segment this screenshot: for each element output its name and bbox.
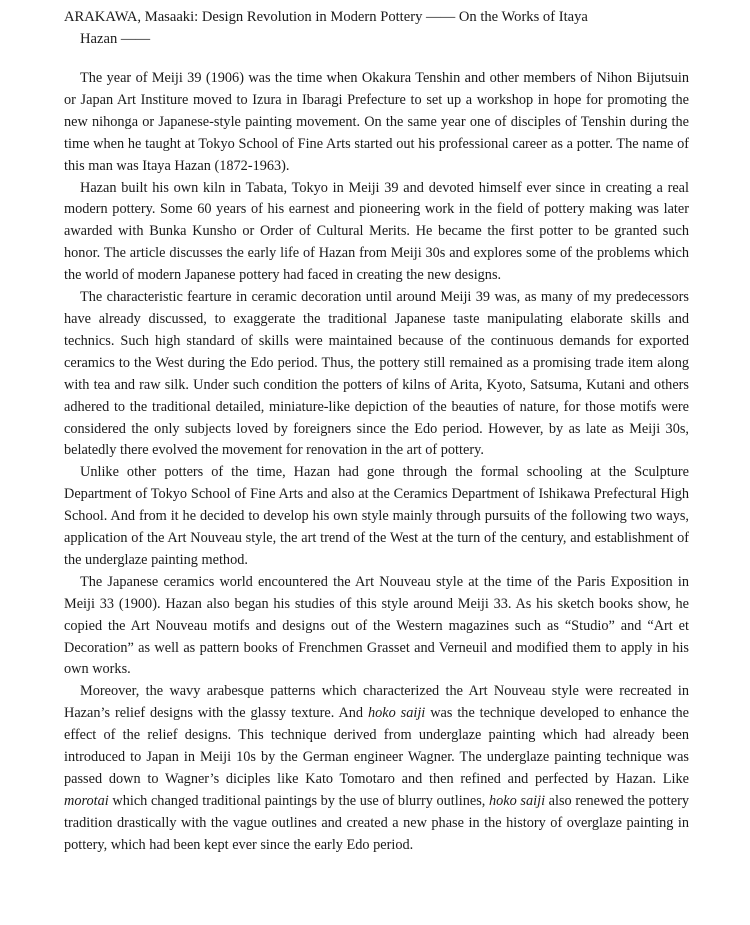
title-line-2: Hazan ——: [80, 31, 151, 47]
article-title: [64, 6, 704, 50]
paragraph-text: The Japanese ceramics world encountered the Art Nouveau style at the time of the Paris Exposition in Meiji 33 (1900). Hazan also began his studies of this style around Meiji 33. As his sketch books show, he copied the Art Nouveau motifs and designs out of the Western magazines such as “Studio” and “Art et Decoration” as well as pattern books of Frenchmen Grasset and Verneuil and modified them to apply in his own works.: [64, 573, 689, 678]
paragraph-text: Unlike other potters of the time, Hazan had gone through the formal schooling at the Sculpture Department of Tokyo School of Fine Arts and also at the Ceramics Department of Ishikawa Prefectural High School. And from it he decided to develop his own style mainly through pursuits of the following two ways, application of the Art Nouveau style, the art trend of the West at the turn of the century, and establishment of the underglaze painting method.: [64, 464, 689, 568]
paragraph-1: [64, 68, 689, 178]
italic-term: hoko saiji: [367, 705, 426, 722]
paragraph-text: The characteristic fearture in ceramic decoration until around Meiji 39 was, as many of my predecessors have already discussed, to exaggerate the traditional Japanese taste manipulating elaborate skills and technics. Such high standard of skills were maintained because of the continuous demands for exported ceramics to the West during the Edo period. Thus, the pottery still remained as a promising trade item along with tea and raw silk. Under such condition the potters of kilns of Arita, Kyoto, Satsuma, Kutani and others adhered to the traditional detailed, miniature-like depiction of the beauties of nature, for those motifs were considered the only subjects loved by foreigners since the Edo period. However, by as late as Meiji 30s, belatedly there evolved the movement for renovation in the art of pottery.: [64, 289, 689, 459]
paragraph-4: [64, 462, 689, 572]
paragraph-6: [64, 681, 689, 856]
paragraph-5: [64, 572, 689, 682]
paragraph-text: which changed traditional paintings by the use of blurry outlines,: [108, 792, 489, 809]
article-body: [64, 68, 689, 857]
paragraph-text: was the technique developed to enhance the effect of the relief designs. This technique derived from underglaze painting which had already been introduced to Japan in Meiji 10s by the German engineer Wagner. The underglaze painting technique was passed down to Wagner’s diciples like Kato Tomotaro and then refined and perfected by Hazan. Like: [64, 705, 689, 787]
paragraph-text: Moreover, the wavy arabesque patterns which characterized the Art Nouveau style were recreated in Hazan’s relief designs with the glassy texture. And: [64, 683, 689, 722]
italic-term: hoko saiji: [488, 792, 546, 809]
title-line-1: ARAKAWA, Masaaki: Design Revolution in Modern Pottery —— On the Works of Itaya: [64, 9, 588, 25]
paragraph-text: Hazan built his own kiln in Tabata, Tokyo in Meiji 39 and devoted himself ever since in creating a real modern pottery. Some 60 years of his earnest and pioneering work in the field of pottery making was later awarded with Bunka Kunsho or Order of Cultural Merits. He became the first potter to be granted such honor. The article discusses the early life of Hazan from Meiji 30s and explores some of the problems which the world of modern Japanese pottery had faced in creating the new designs.: [64, 179, 689, 284]
paragraph-text: also renewed the pottery tradition drastically with the vague outlines and created a new phase in the history of overglaze painting in pottery, which had been kept ever since the early Edo period.: [64, 792, 689, 853]
paragraph-2: [64, 178, 689, 288]
paragraph-text: The year of Meiji 39 (1906) was the time when Okakura Tenshin and other members of Nihon Bijutsuin or Japan Art Institure moved to Izura in Ibaragi Prefecture to set up a workshop in hope for promoting the new nihonga or Japanese-style painting movement. On the same year one of disciples of Tenshin during the time when he taught at Tokyo School of Fine Arts started out his professional career as a potter. The name of this man was Itaya Hazan (1872-1963).: [64, 70, 689, 174]
paragraph-3: [64, 287, 689, 462]
italic-term: morotai: [64, 792, 109, 809]
